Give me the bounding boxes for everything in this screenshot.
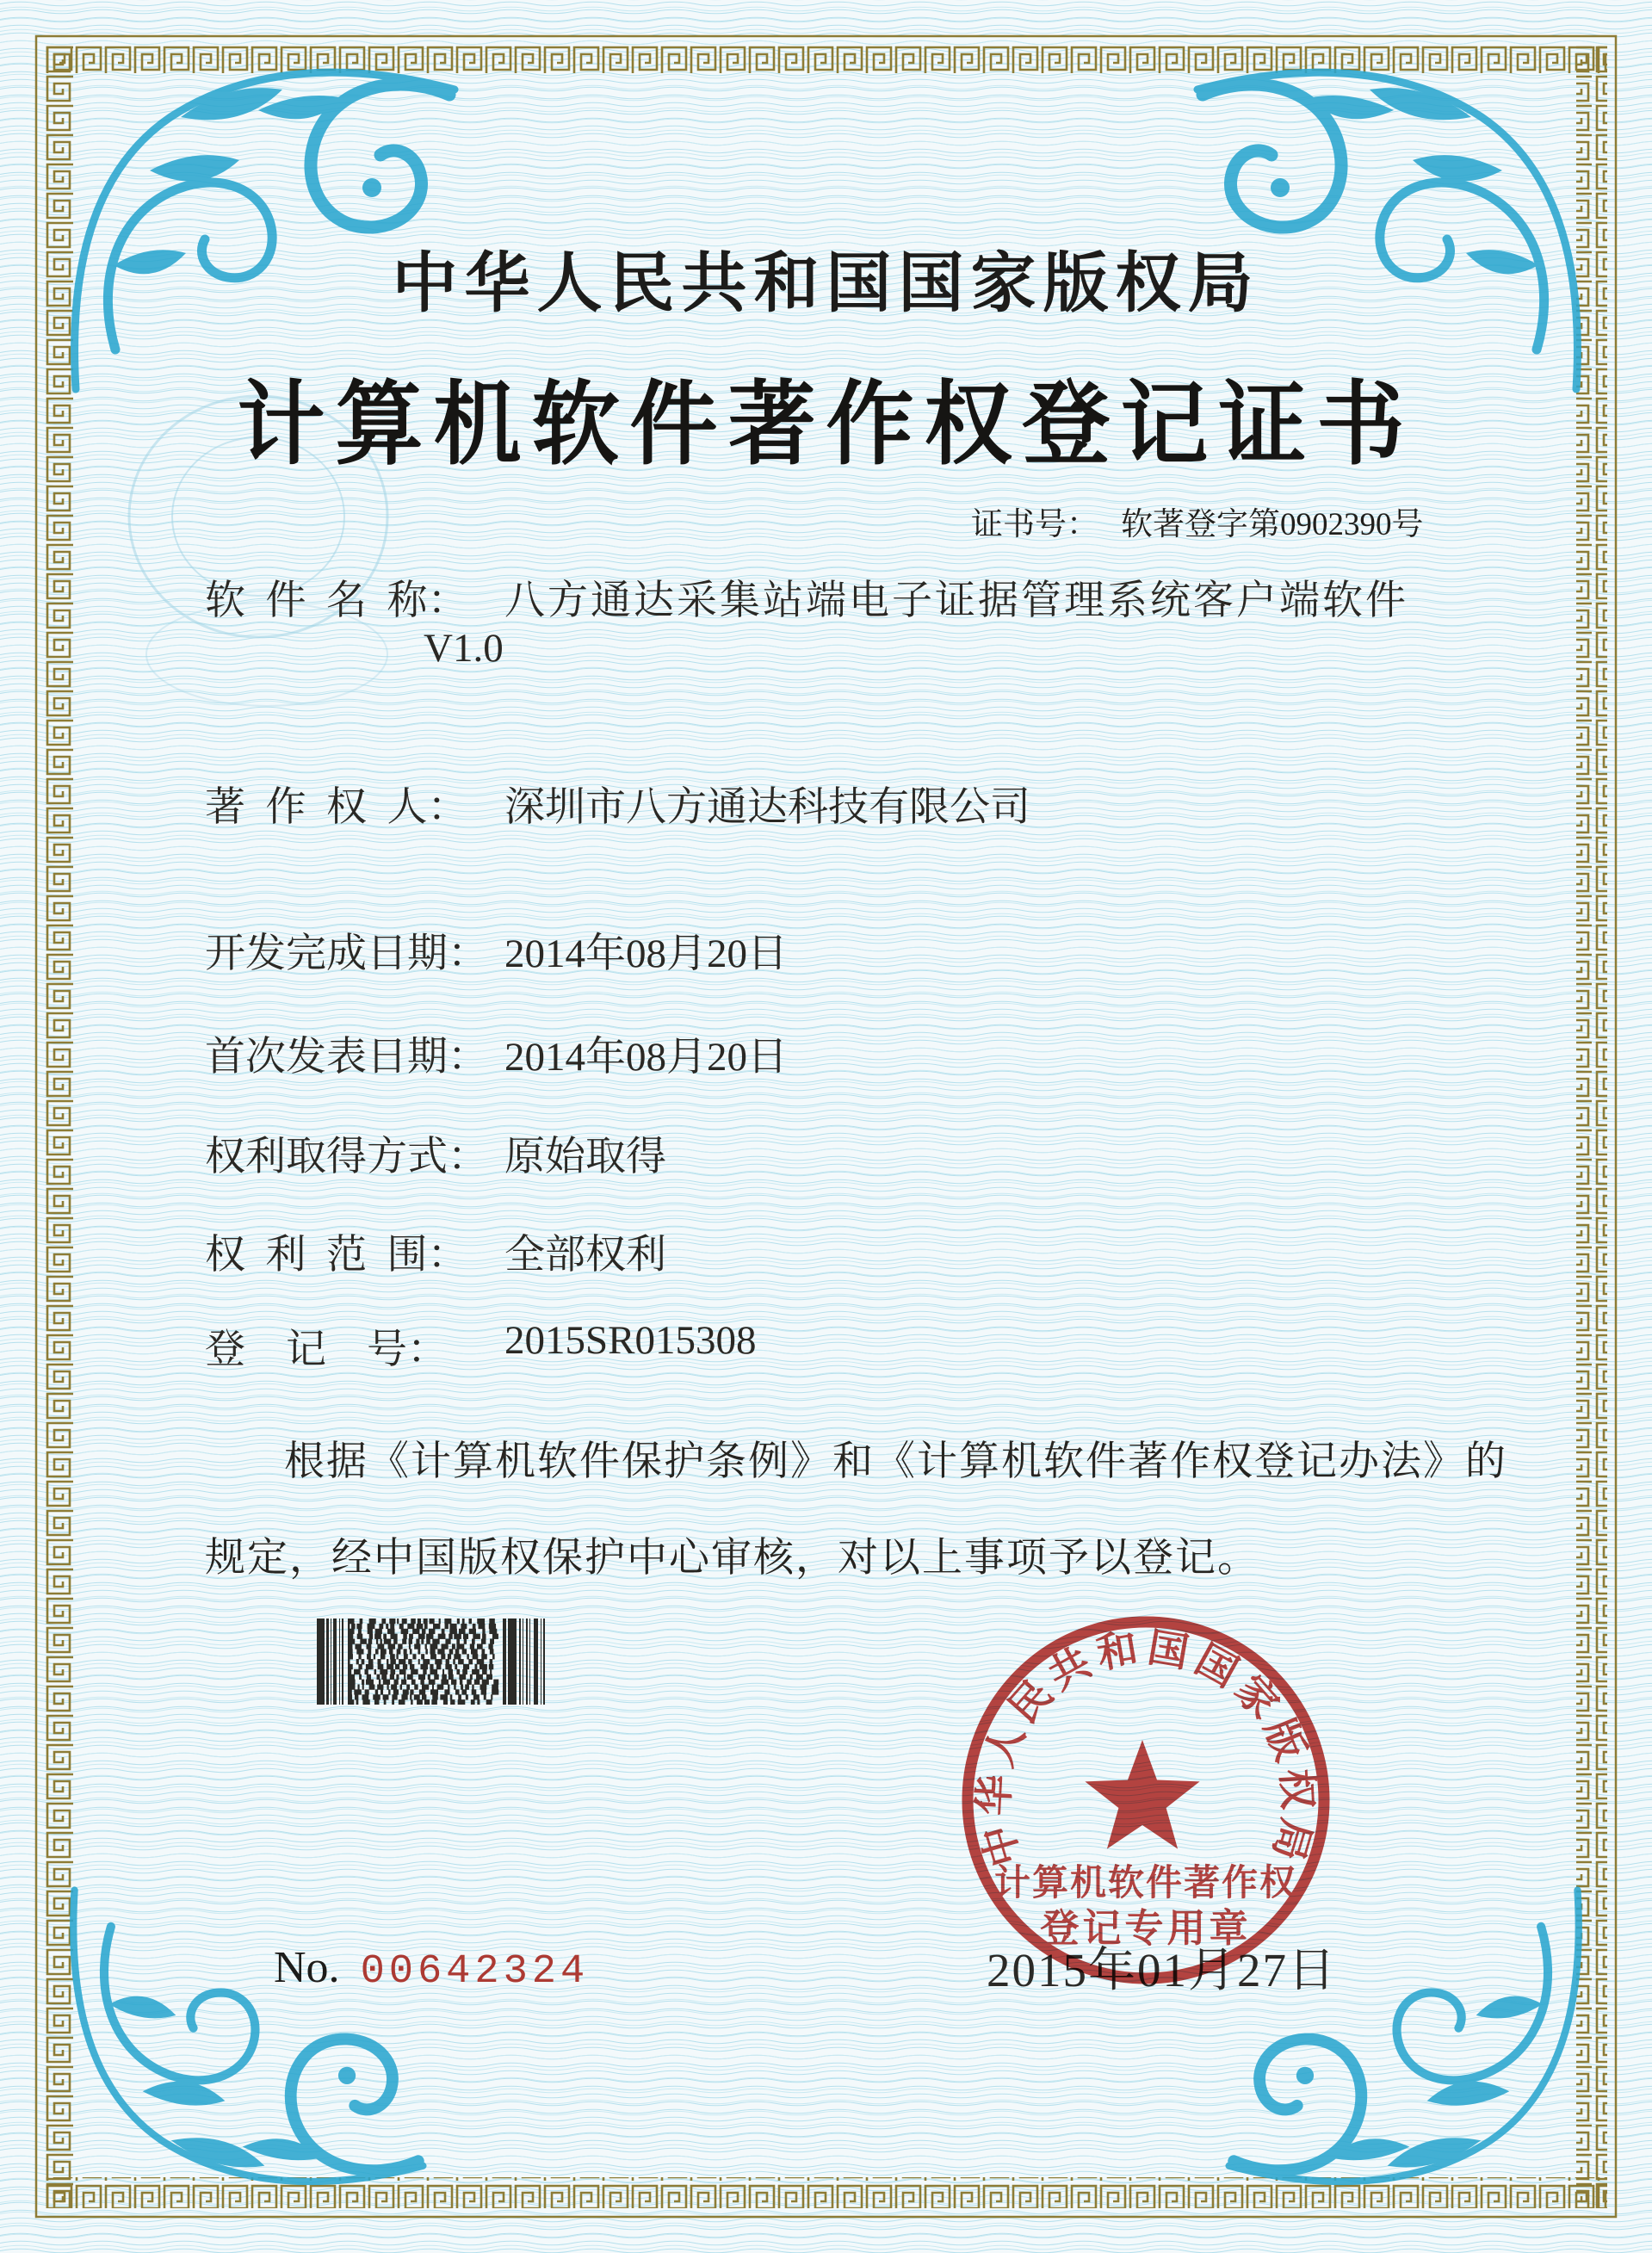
seal-ring-text: 中华人民共和国国家版权局 [971,1625,1321,1872]
field-first-publication-date [205,1024,788,1082]
issuer-title: 中华人民共和国国家版权局 [392,248,1260,320]
software-version: V1.0 [424,626,504,671]
certificate-number-label: 证书号： [971,507,1098,542]
statement-line-2: 规定，经中国版权保护中心审核，对以上事项予以登记。 [205,1536,1259,1581]
field-rights-scope [205,1222,666,1280]
certificate-number [971,498,1424,544]
barcode [317,1619,554,1705]
statement-line-1: 根据《计算机软件保护条例》和《计算机软件著作权登记办法》的 [284,1439,1507,1484]
field-label: 权利取得方式： [205,1135,488,1179]
field-value: 深圳市八方通达科技有限公司 [504,785,1030,830]
field-label: 首次发表日期： [205,1035,488,1080]
field-value: 2015SR015308 [504,1318,757,1363]
field-label: 权 利 范 围： [205,1233,468,1278]
field-value: 全部权利 [504,1233,666,1278]
seal-center-line-2: 登记专用章 [1040,1907,1252,1950]
field-copyright-holder [205,775,1030,832]
field-value: 八方通达采集站端电子证据管理系统客户端软件 [504,579,1408,623]
certificate-number-value: 软著登字第0902390号 [1121,507,1424,542]
field-value: 原始取得 [504,1135,666,1179]
field-value: 2014年08月20日 [504,932,788,976]
certificate-title: 计算机软件著作权登记证书 [237,375,1415,477]
issue-date: 2015年01月27日 [987,1944,1338,1996]
seal-center-line-1: 计算机软件著作权 [993,1864,1298,1903]
field-rights-acquisition [205,1124,666,1182]
star-icon [1085,1740,1199,1849]
field-development-complete-date [205,921,788,979]
official-seal [956,1611,1335,1990]
field-label: 登 记 号： [205,1328,448,1372]
serial-number-value: 00642324 [360,1949,590,1995]
field-label: 软 件 名 称： [205,579,468,623]
serial-number-label: No. [274,1943,340,1992]
field-label: 著 作 权 人： [205,785,468,830]
field-registration-number [205,1317,757,1375]
field-value: 2014年08月20日 [504,1035,788,1080]
serial-number [274,1942,589,1995]
field-software-name [205,568,1408,626]
field-label: 开发完成日期： [205,932,488,976]
